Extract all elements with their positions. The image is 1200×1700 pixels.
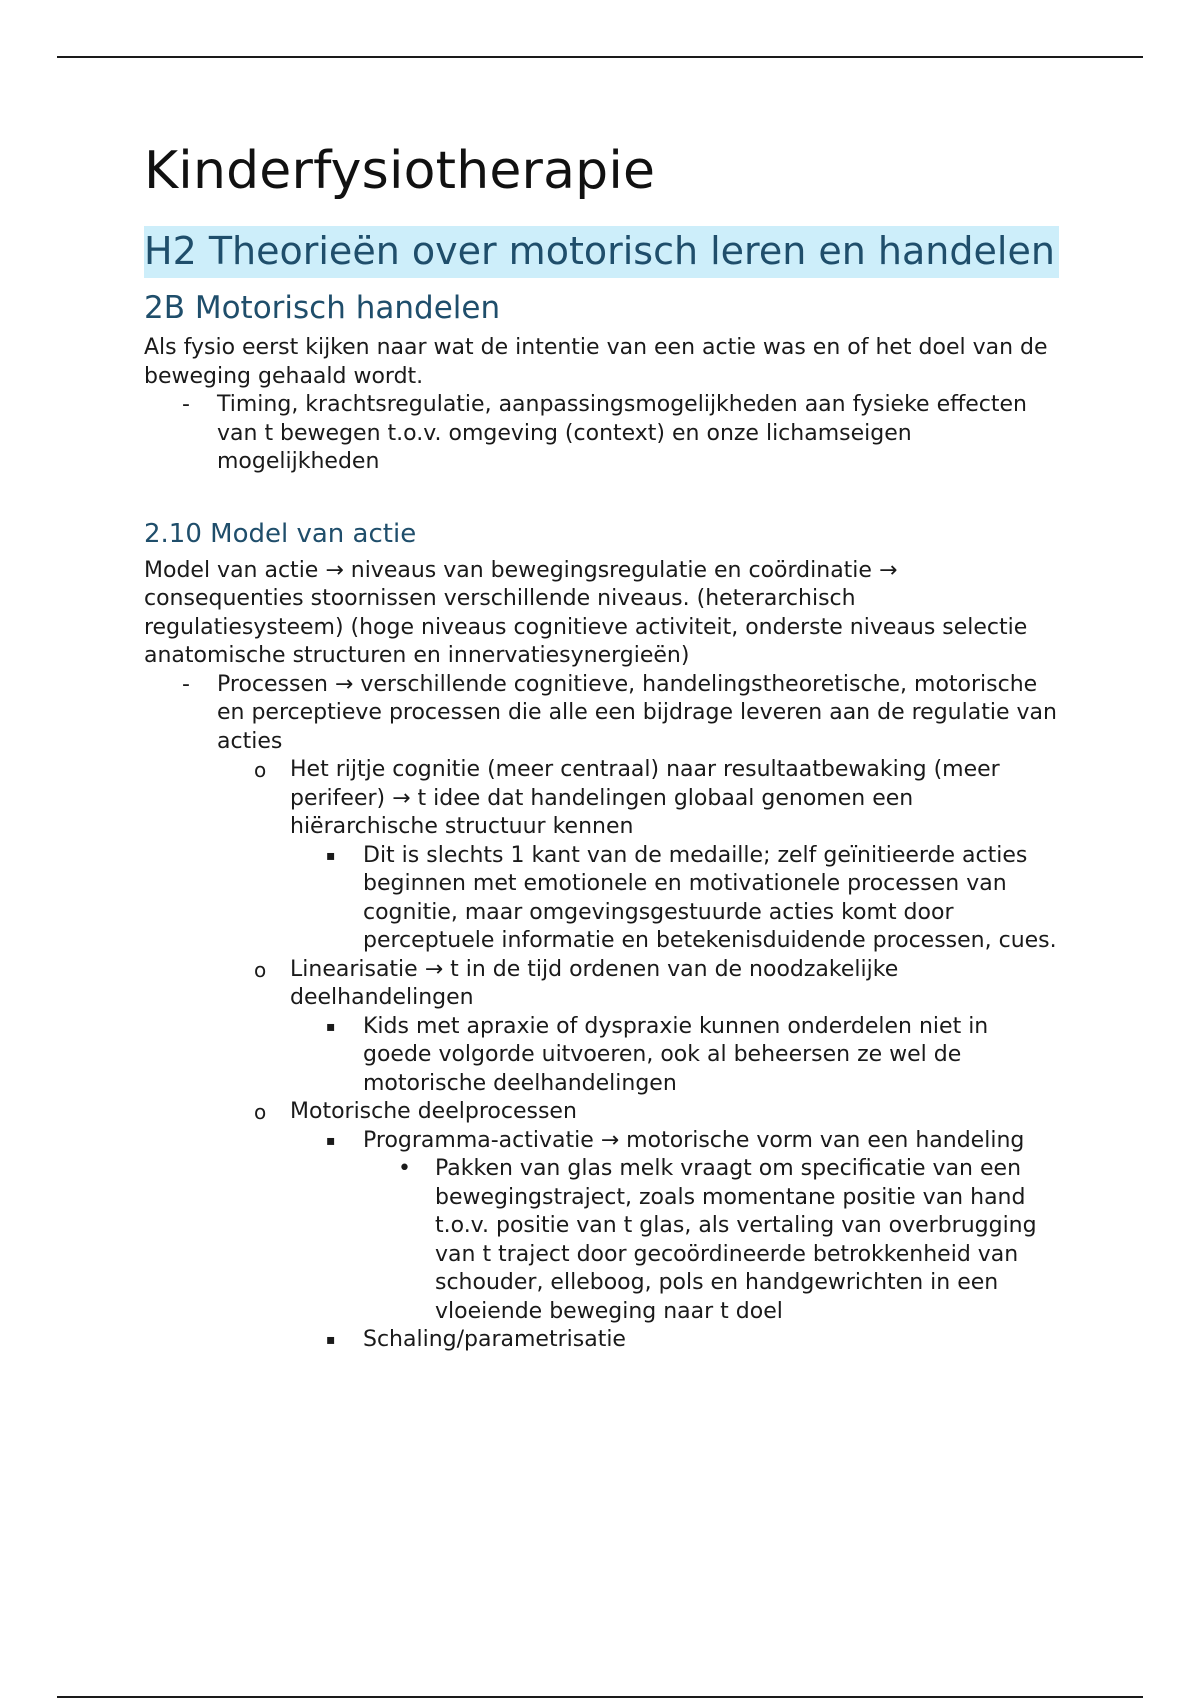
linearisatie-list — [144, 956, 1059, 1013]
list-item — [144, 1013, 1059, 1099]
circle-bullet: o — [254, 1100, 267, 1124]
square-bullet: ▪ — [326, 847, 336, 864]
section-2b-paragraph: Als fysio eerst kijken naar wat de intentie van een actie was en of het doel van de beweging gehaald wordt. — [144, 335, 1048, 389]
list-item — [144, 391, 1059, 477]
list-item-text: Processen → verschillende cognitieve, handelingstheoretische, motorische en perceptieve processen die alle een bijdrage leveren aan de regulatie van acties — [217, 671, 1057, 754]
schaling-list — [144, 1326, 1059, 1355]
document-title: Kinderfysiotherapie — [144, 141, 656, 201]
programma-sublist — [144, 1155, 1059, 1326]
list-item — [144, 1326, 1059, 1355]
document-body — [144, 140, 1059, 1355]
list-item — [144, 1155, 1059, 1326]
programma-list — [144, 1127, 1059, 1156]
linearisatie-sublist — [144, 1013, 1059, 1099]
list-item-text: Motorische deelprocessen — [290, 1099, 577, 1124]
list-item-text: Dit is slechts 1 kant van de medaille; zelf geïnitieerde acties beginnen met emotionele en motivationele processen van cognitie, maar omgevingsgestuurde acties komt door perceptuele informatie en betekenisduidende processen, cues. — [363, 842, 1057, 953]
list-item — [144, 671, 1059, 757]
list-item — [144, 842, 1059, 956]
section-2-10-paragraph: Model van actie → niveaus van bewegingsregulatie en coördinatie → consequenties stoornissen verschillende niveaus. (heterarchisch regulatiesysteem) (hoge niveaus cognitieve activiteit, onderste niveaus selectie anatomische structuren en innervatiesynergieën) — [144, 557, 1028, 668]
list-item — [144, 756, 1059, 842]
square-bullet: ▪ — [326, 1332, 336, 1348]
dash-bullet: - — [182, 671, 190, 697]
list-item — [144, 956, 1059, 1013]
dash-bullet: - — [182, 392, 190, 417]
processen-sublist — [144, 756, 1059, 842]
section-2b-list — [144, 391, 1059, 477]
list-item-text: Linearisatie → t in de tijd ordenen van de noodzakelijke deelhandelingen — [290, 956, 899, 1010]
square-bullet: ▪ — [326, 1132, 336, 1149]
section-2-10-heading: 2.10 Model van actie — [144, 518, 417, 549]
processen-list — [144, 671, 1059, 757]
rijtje-sublist — [144, 842, 1059, 956]
circle-bullet: o — [254, 957, 267, 982]
dot-bullet: • — [398, 1156, 411, 1181]
bottom-rule — [57, 1696, 1143, 1698]
top-rule — [57, 56, 1143, 58]
list-item-text: Timing, krachtsregulatie, aanpassingsmogelijkheden aan fysieke effecten van t bewegen t.o.v. omgeving (context) en onze lichamseigen mogelijkheden — [217, 392, 1028, 474]
list-item-text: Pakken van glas melk vraagt om specificatie van een bewegingstraject, zoals momentane positie van hand t.o.v. positie van t glas, als vertaling van overbrugging van t traject door gecoördineerde betrokkenheid van schouder, elleboog, pols en handgewrichten in een vloeiende beweging naar t doel — [435, 1156, 1037, 1324]
list-item-text: Programma-activatie → motorische vorm van een handeling — [363, 1127, 1025, 1153]
list-item — [144, 1098, 1059, 1127]
deelprocessen-list — [144, 1098, 1059, 1127]
square-bullet: ▪ — [326, 1018, 336, 1035]
chapter-heading: H2 Theorieën over motorisch leren en handelen — [144, 229, 1055, 273]
list-item-text: Kids met apraxie of dyspraxie kunnen onderdelen niet in goede volgorde uitvoeren, ook al beheersen ze wel de motorische deelhandelingen — [363, 1013, 989, 1096]
chapter-heading-band — [144, 226, 1059, 278]
section-2b-heading: 2B Motorisch handelen — [144, 290, 501, 326]
circle-bullet: o — [254, 758, 267, 782]
list-item-text: Schaling/parametrisatie — [363, 1327, 626, 1352]
list-item — [144, 1127, 1059, 1156]
list-item-text: Het rijtje cognitie (meer centraal) naar resultaatbewaking (meer perifeer) → t idee dat handelingen globaal genomen een hiërarchische structuur kennen — [290, 757, 1000, 839]
